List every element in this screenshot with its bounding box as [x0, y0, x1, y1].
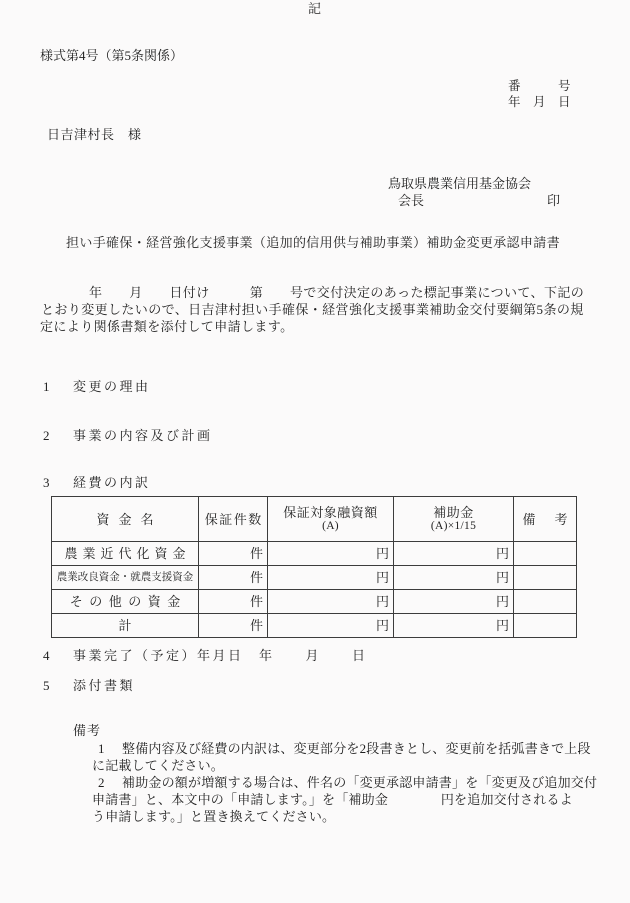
section-label: 添付書類 [73, 678, 136, 693]
document-title: 担い手確保・経営強化支援事業（追加的信用供与補助事業）補助金変更承認申請書 [66, 235, 560, 250]
count-unit-cell: 件 [199, 542, 268, 566]
note-1-number: 1 [98, 741, 105, 756]
fund-name-cell: 農業近代化資金 [52, 542, 199, 566]
section-label: 事業の内容及び計画 [73, 428, 213, 443]
header-fund-name: 資金名 [52, 497, 199, 542]
section-1-change-reason [43, 378, 151, 395]
organization-name: 鳥取県農業信用基金協会 [388, 176, 532, 191]
count-unit-cell: 件 [199, 566, 268, 590]
note-2-number: 2 [98, 775, 105, 790]
notes-heading: 備考 [73, 723, 102, 738]
count-unit-cell: 件 [199, 590, 268, 614]
amount-unit-cell: 円 [268, 566, 394, 590]
section-number: 1 [43, 379, 50, 394]
header-guaranteed-loan-amount [268, 497, 394, 542]
document-number-line: 番 号 [508, 79, 571, 93]
remark-cell [514, 614, 577, 638]
table-row [52, 542, 577, 566]
fund-name-cell: 農業改良資金・就農支援資金 [52, 566, 199, 590]
remark-cell [514, 566, 577, 590]
amount-unit-cell: 円 [268, 542, 394, 566]
subsidy-unit-cell: 円 [394, 614, 514, 638]
subsidy-unit-cell: 円 [394, 566, 514, 590]
remark-cell [514, 590, 577, 614]
section-number: 3 [43, 475, 50, 490]
note-1-line-2: に記載してください。 [92, 758, 225, 773]
ki-marker: 記 [307, 1, 322, 16]
form-number: 様式第4号（第5条関係） [40, 48, 184, 63]
header-main-text: 補助金 [433, 505, 474, 520]
table-row [52, 590, 577, 614]
section-label: 事業完了（予定）年月日 [73, 648, 244, 663]
fund-name-cell: 計 [52, 614, 199, 638]
note-2-line-1: 補助金の額が増額する場合は、件名の「変更承認申請書」を「変更及び追加交付 [122, 775, 598, 790]
section-2-project-plan [43, 427, 213, 444]
note-2-line-2: 申請書」と、本文中の「申請します。」を「補助金 円を追加交付されるよ [92, 792, 573, 807]
subsidy-unit-cell: 円 [394, 542, 514, 566]
body-paragraph-line-1: 年 月 日付け 第 号で交付決定のあった標記事業について、下記の [89, 285, 585, 300]
section-4-completion-date [43, 647, 368, 664]
amount-unit-cell: 円 [268, 590, 394, 614]
table-row [52, 566, 577, 590]
seal-mark: 印 [547, 193, 561, 208]
chairman-label: 会長 [398, 193, 425, 208]
header-sub-text: (A)×1/15 [430, 520, 477, 532]
section-date-blanks: 年 月 日 [243, 648, 368, 663]
header-sub-text: (A) [322, 520, 339, 532]
amount-unit-cell: 円 [268, 614, 394, 638]
addressee: 日吉津村長 様 [47, 127, 142, 142]
section-label: 変更の理由 [73, 379, 151, 394]
date-line: 年 月 日 [508, 95, 571, 109]
section-3-expense-breakdown [43, 474, 151, 491]
section-number: 2 [43, 428, 50, 443]
count-unit-cell: 件 [199, 614, 268, 638]
fund-name-cell: その他の資金 [52, 590, 199, 614]
section-5-attachments [43, 677, 135, 694]
section-number: 5 [43, 678, 50, 693]
header-main-text: 保証対象融資額 [283, 505, 378, 520]
table-row-total [52, 614, 577, 638]
expense-table [51, 496, 577, 638]
header-remarks: 備 考 [514, 497, 577, 542]
note-1-line-1: 整備内容及び経費の内訳は、変更部分を2段書きとし、変更前を括弧書きで上段 [122, 741, 591, 756]
subsidy-unit-cell: 円 [394, 590, 514, 614]
body-paragraph-line-2: とおり変更したいので、日吉津村担い手確保・経営強化支援事業補助金交付要綱第5条の規 [41, 302, 584, 317]
note-2-line-3: う申請します。」と置き換えてください。 [92, 809, 336, 824]
section-label: 経費の内訳 [73, 475, 151, 490]
header-guarantee-count: 保証件数 [199, 497, 268, 542]
section-number: 4 [43, 648, 50, 663]
remark-cell [514, 542, 577, 566]
header-subsidy [394, 497, 514, 542]
body-paragraph-line-3: 定により関係書類を添付して申請します。 [40, 319, 294, 334]
